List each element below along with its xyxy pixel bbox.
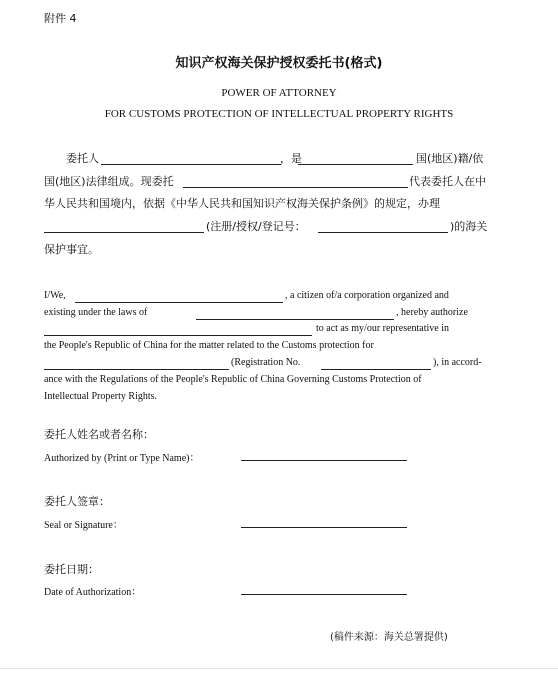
title-english-line1: POWER OF ATTORNEY xyxy=(221,87,337,99)
en-ipr-text: Intellectual Property Rights. xyxy=(44,391,158,402)
en-existing-text: existing under the laws of xyxy=(44,307,148,318)
en-registration-number-blank[interactable] xyxy=(321,369,431,370)
name-label-zh: 委托人姓名或者名称： xyxy=(44,428,154,441)
title-chinese: 知识产权海关保护授权委托书(格式) xyxy=(175,56,383,71)
en-citizen-text: , a citizen of/a corporation organized and xyxy=(285,290,449,301)
zh-registration-label: (注册/授权/登记号： xyxy=(206,220,306,233)
zh-ip-blank[interactable] xyxy=(44,232,204,233)
attachment-label: 附件 4 xyxy=(44,12,77,25)
name-label-en: Authorized by (Print or Type Name)： xyxy=(44,453,200,464)
zh-regulation-text: 华人民共和国境内，依据《中华人民共和国知识产权海关保护条例》的规定，办理 xyxy=(44,197,440,210)
zh-agent-blank[interactable] xyxy=(183,187,408,188)
en-accord-text: ), in accord- xyxy=(433,357,482,368)
seal-label-en: Seal or Signature： xyxy=(44,520,123,531)
date-label-zh: 委托日期： xyxy=(44,563,99,576)
date-label-en: Date of Authorization： xyxy=(44,587,142,598)
zh-principal-label: 委托人 xyxy=(66,152,99,165)
zh-customs-text: )的海关 xyxy=(450,220,488,233)
name-signature-line[interactable] xyxy=(241,460,407,461)
title-english-line2: FOR CUSTOMS PROTECTION OF INTELLECTUAL PROPERTY RIGHTS xyxy=(104,108,454,120)
seal-label-zh: 委托人签章： xyxy=(44,495,110,508)
zh-nationality-blank[interactable] xyxy=(298,164,413,165)
zh-organized-text: 国(地区)法律组成。现委托 xyxy=(44,175,174,188)
en-registration-label: (Registration No. xyxy=(231,357,301,368)
page-bottom-edge xyxy=(0,668,558,669)
date-signature-line[interactable] xyxy=(241,594,407,595)
seal-signature-line[interactable] xyxy=(241,527,407,528)
zh-represent-text: 代表委托人在中 xyxy=(409,175,486,188)
en-agent-blank[interactable] xyxy=(44,335,312,336)
en-regulations-text: ance with the Regulations of the People's Republic of China Governing Customs Protection of xyxy=(44,374,422,385)
en-representative-text: to act as my/our representative in xyxy=(316,323,450,334)
en-country-blank[interactable] xyxy=(196,319,394,320)
source-note: (稿件来源：海关总署提供) xyxy=(330,632,448,643)
en-authorize-text: , hereby authorize xyxy=(396,307,468,318)
en-iwe-label: I/We, xyxy=(44,290,66,301)
zh-registration-number-blank[interactable] xyxy=(318,232,448,233)
en-principal-name-blank[interactable] xyxy=(75,302,283,303)
zh-principal-name-blank[interactable] xyxy=(101,164,281,165)
zh-protection-text: 保护事宜。 xyxy=(44,243,99,256)
zh-nationality-suffix: 国(地区)籍/依 xyxy=(416,152,484,165)
en-ip-blank[interactable] xyxy=(44,369,229,370)
en-matter-text: the People's Republic of China for the matter related to the Customs protection for xyxy=(44,340,374,351)
zh-is-text: ，是 xyxy=(280,152,302,165)
